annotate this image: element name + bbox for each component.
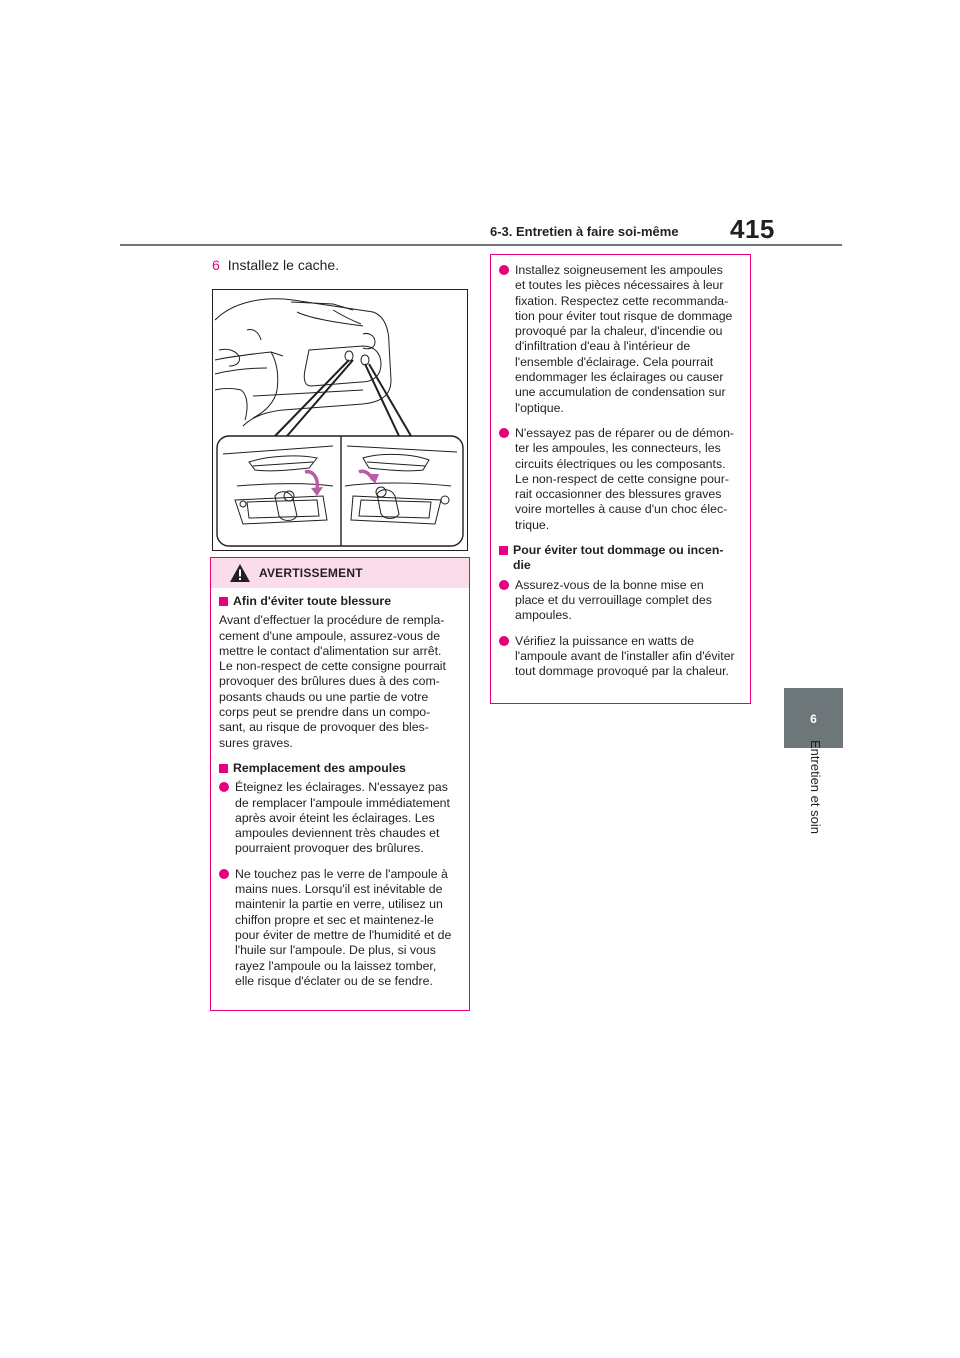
warning-triangle-icon	[229, 563, 251, 583]
text-line: d'infiltration d'eau à l'intérieur de	[515, 339, 691, 354]
header-rule	[120, 244, 842, 246]
round-bullet-icon	[219, 869, 229, 879]
text-line: chiffon propre et sec et maintenez-le	[235, 912, 434, 927]
text-line: voire mortelles à cause d'un choc élec-	[515, 502, 728, 517]
text-line: une accumulation de condensation sur	[515, 385, 726, 400]
text-line: sures graves.	[219, 735, 293, 750]
text-line: Avant d'effectuer la procédure de rempla-	[219, 613, 445, 628]
warning-subheading	[219, 594, 467, 609]
text-line: Afin d'éviter toute blessure	[233, 594, 392, 608]
text-line: Éteignez les éclairages. N'essayez pas	[235, 780, 448, 795]
text-line: rayez l'ampoule ou la laissez tomber,	[235, 958, 437, 973]
text-line: l'ensemble d'éclairage. Cela pourrait	[515, 354, 714, 369]
text-line: après avoir éteint les éclairages. Les	[235, 810, 435, 825]
warning-right-content	[499, 263, 747, 689]
chapter-label: Entretien et soin	[808, 740, 823, 834]
round-bullet-icon	[499, 636, 509, 646]
warning-box-right	[490, 254, 751, 704]
warning-left-content	[219, 594, 467, 999]
round-bullet-icon	[499, 428, 509, 438]
warning-subheading	[499, 543, 747, 574]
text-line: l'huile sur l'ampoule. De plus, si vous	[235, 943, 436, 958]
vehicle-rear-lamp-illustration	[213, 290, 467, 550]
text-line: ampoules.	[515, 608, 572, 623]
text-line: maintenir la partie en verre, utilisez un	[235, 897, 443, 912]
square-bullet-icon	[499, 546, 508, 555]
text-line: et toutes les pièces nécessaires à leur	[515, 278, 724, 293]
text-line: circuits électriques ou les composants.	[515, 456, 726, 471]
text-line: trique.	[515, 517, 550, 532]
warning-bullet-item	[499, 578, 747, 624]
warning-paragraph	[219, 613, 467, 751]
warning-bullet-item	[499, 634, 747, 680]
step-instruction	[212, 257, 339, 273]
text-line: mettre le contact d'alimentation sur arrêt.	[219, 643, 442, 658]
text-line: Vérifiez la puissance en watts de	[515, 633, 695, 648]
round-bullet-icon	[499, 265, 509, 275]
text-line: endommager les éclairages ou causer	[515, 370, 724, 385]
text-line: Assurez-vous de la bonne mise en	[515, 577, 704, 592]
text-line: fixation. Respectez cette recommanda-	[515, 293, 729, 308]
text-line: pour éviter de mettre de l'humidité et de	[235, 927, 452, 942]
text-line: Installez soigneusement les ampoules	[515, 263, 723, 277]
square-bullet-icon	[219, 597, 228, 606]
chapter-number: 6	[810, 712, 817, 726]
text-line: elle risque d'éclater ou de se fendre.	[235, 973, 433, 988]
text-line: provoqué par la chaleur, d'incendie ou	[515, 324, 723, 339]
text-line: Remplacement des ampoules	[233, 760, 406, 775]
step-number: 6	[212, 257, 220, 273]
chapter-tab	[784, 688, 843, 748]
text-line: tout dommage provoqué par la chaleur.	[515, 664, 729, 679]
warning-bullet-item	[499, 263, 747, 416]
text-line: l'ampoule avant de l'installer afin d'éviter	[515, 648, 735, 663]
section-title: 6-3. Entretien à faire soi-même	[490, 224, 679, 239]
text-line: pourraient provoquer des brûlures.	[235, 841, 424, 856]
text-line: posants chauds ou une partie de votre	[219, 689, 429, 704]
text-line: die	[513, 558, 531, 573]
text-line: cement d'une ampoule, assurez-vous de	[219, 628, 441, 643]
text-line: rait occasionner des blessures graves	[515, 487, 722, 502]
warning-title: AVERTISSEMENT	[259, 566, 363, 580]
text-line: tion pour éviter tout risque de dommage	[515, 308, 733, 323]
step-text: Installez le cache.	[227, 257, 340, 273]
warning-subheading	[219, 761, 467, 776]
warning-bullet-item	[219, 780, 467, 856]
text-line: corps peut se prendre dans un compo-	[219, 705, 431, 720]
text-line: Le non-respect de cette consigne pourrait	[219, 659, 446, 674]
text-line: Ne touchez pas le verre de l'ampoule à	[235, 866, 448, 881]
text-line: mains nues. Lorsqu'il est inévitable de	[235, 882, 443, 897]
page-number: 415	[730, 214, 775, 244]
text-line: sant, au risque de provoquer des bles-	[219, 720, 429, 735]
text-line: provoquer des brûlures dues à des com-	[219, 674, 440, 689]
warning-bullet-item	[499, 426, 747, 533]
text-line: de remplacer l'ampoule immédiatement	[235, 795, 450, 810]
round-bullet-icon	[219, 782, 229, 792]
square-bullet-icon	[219, 764, 228, 773]
cover-installation-illustration	[212, 289, 468, 551]
warning-box-left	[210, 557, 470, 1011]
text-line: N'essayez pas de réparer ou de démon-	[515, 425, 735, 440]
text-line: ampoules deviennent très chaudes et	[235, 826, 440, 841]
text-line: l'optique.	[515, 400, 564, 415]
text-line: Pour éviter tout dommage ou incen-	[513, 543, 724, 558]
round-bullet-icon	[499, 580, 509, 590]
text-line: Le non-respect de cette consigne pour-	[515, 471, 729, 486]
text-line: place et du verrouillage complet des	[515, 592, 712, 607]
text-line: ter les ampoules, les connecteurs, les	[515, 441, 721, 456]
warning-bullet-item	[219, 867, 467, 989]
warning-header	[211, 558, 469, 588]
